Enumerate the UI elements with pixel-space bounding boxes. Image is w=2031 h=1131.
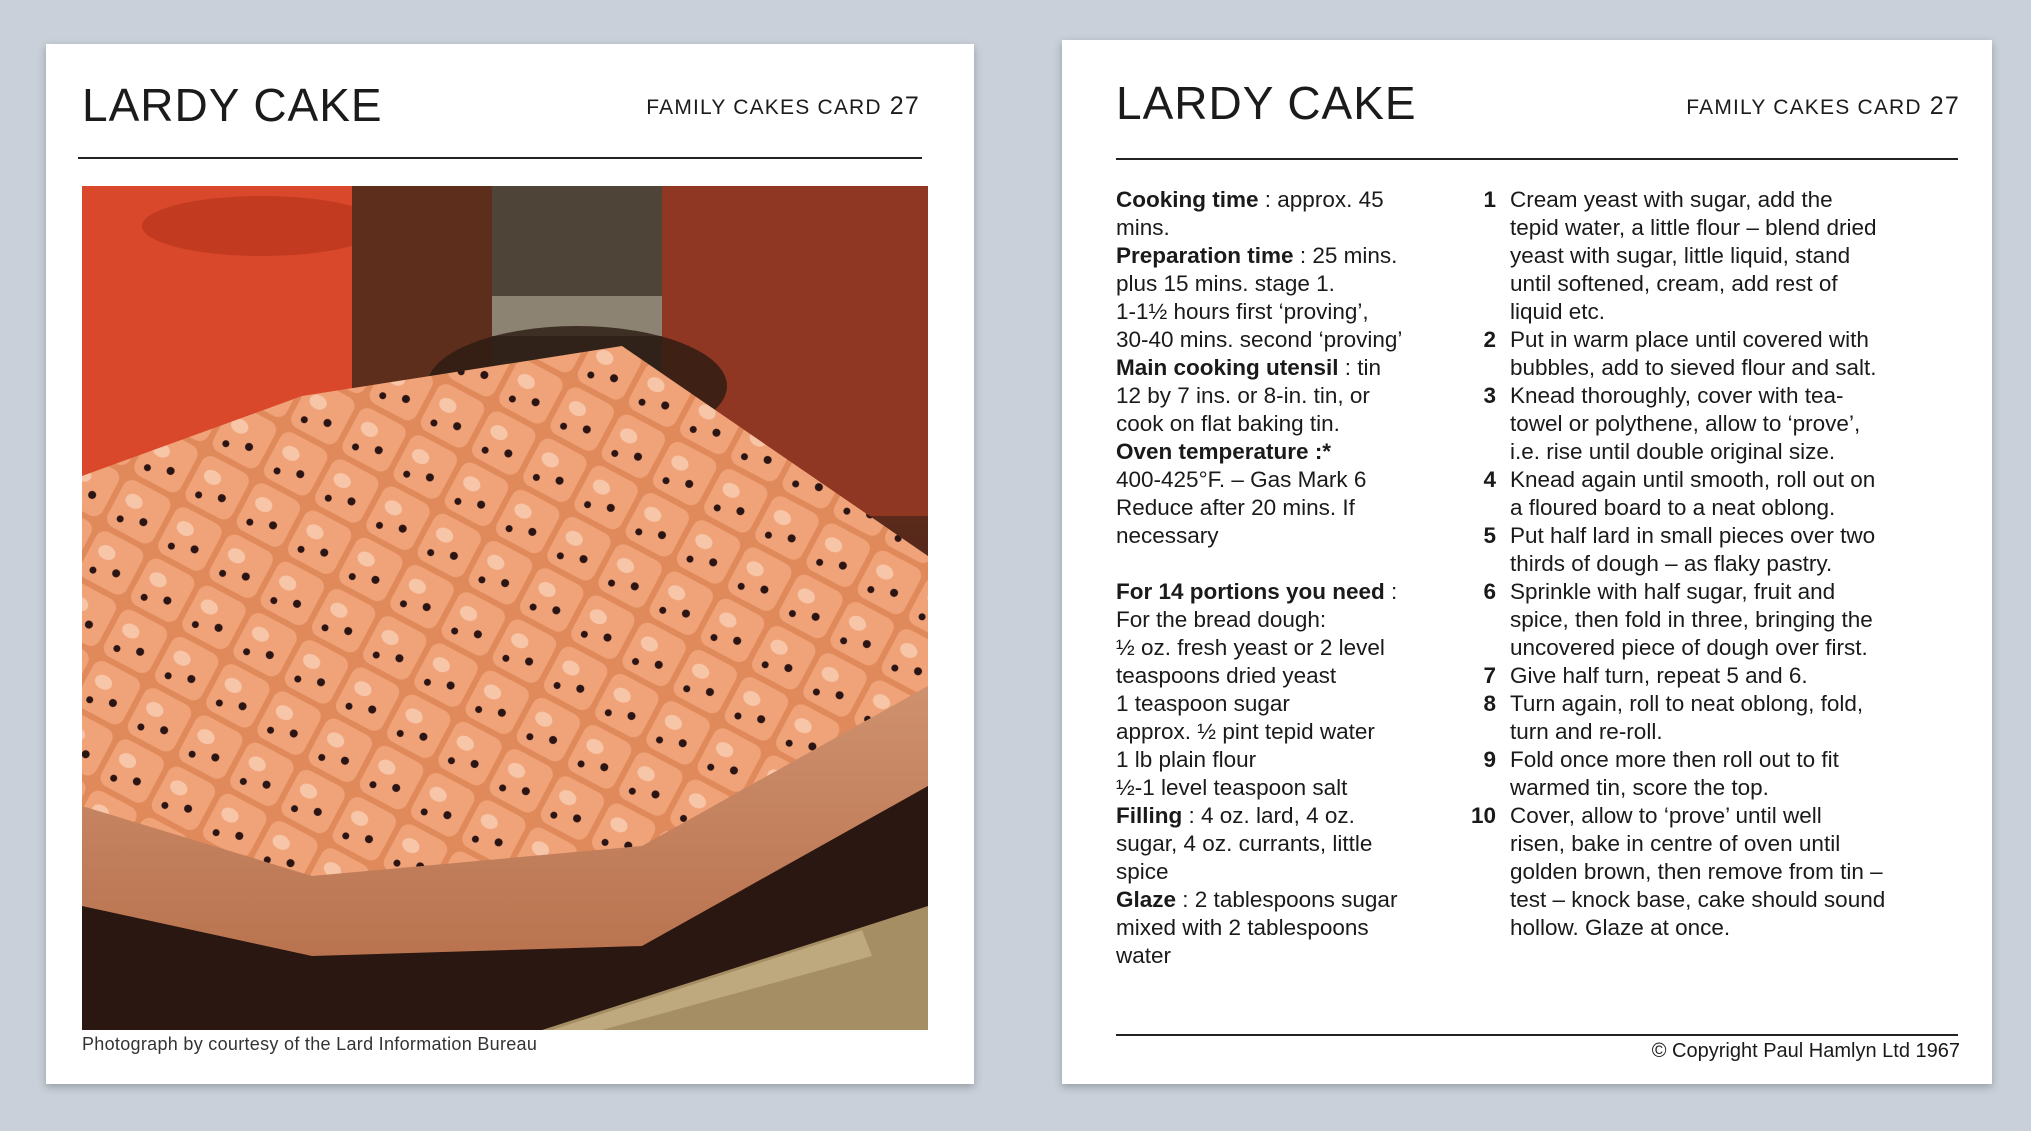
step-text: Turn again, roll to neat oblong, fold, turn and re-roll. [1510,691,1864,744]
info-line-text: 400-425°F. – Gas Mark 6 [1116,467,1367,492]
card-number: 27 [1929,92,1960,120]
ingredient-line [1116,634,1476,662]
title-divider [1116,158,1958,160]
series-name: FAMILY CAKES CARD [646,96,882,119]
ingredient-line-label: Filling [1116,803,1183,828]
info-line [1116,270,1476,298]
info-line [1116,214,1476,242]
method-step [1462,466,1962,522]
step-number: 4 [1483,467,1496,492]
info-line-text: plus 15 mins. stage 1. [1116,271,1335,296]
info-line-label: Cooking time [1116,187,1259,212]
step-number: 6 [1483,579,1496,604]
step-number: 9 [1483,747,1496,772]
info-line-text: 1-1½ hours first ‘proving’, [1116,299,1369,324]
method-step [1462,690,1962,746]
cake-photo [82,186,928,1030]
step-text: Cream yeast with sugar, add the tepid water, a little flour – blend dried yeast with sugar, little liquid, stand until softened, cream, add rest of liquid etc. [1510,187,1877,324]
info-line-text: tin [1357,355,1382,380]
recipe-card-back [1062,40,1992,1084]
ingredient-line [1116,662,1476,690]
ingredient-line [1116,774,1476,802]
info-line-text: 30-40 mins. second ‘proving’ [1116,327,1403,352]
info-line-label: Main cooking utensil [1116,355,1339,380]
ingredient-line-text: teaspoons dried yeast [1116,663,1337,688]
ingredient-line-text: spice [1116,859,1169,884]
info-line [1116,438,1476,466]
copyright-notice: © Copyright Paul Hamlyn Ltd 1967 [1651,1040,1960,1062]
info-line [1116,466,1476,494]
method-step [1462,522,1962,578]
ingredient-line-label: For 14 portions you need [1116,579,1385,604]
info-line [1116,522,1476,550]
info-line-label: Preparation time [1116,243,1294,268]
info-line [1116,326,1476,354]
step-text: Give half turn, repeat 5 and 6. [1510,663,1808,688]
step-text: Cover, allow to ‘prove’ until well risen, bake in centre of oven until golden brown, then remove from tin – test – knock base, cake should sound hollow. Glaze at once. [1510,803,1886,940]
recipe-info-column [1116,186,1476,970]
info-line-text: 25 mins. [1312,243,1398,268]
info-line-text: mins. [1116,215,1170,240]
info-line-text: Reduce after 20 mins. If [1116,495,1355,520]
info-line [1116,382,1476,410]
footer-divider [1116,1034,1958,1036]
info-line-text: 12 by 7 ins. or 8-in. tin, or [1116,383,1370,408]
series-label [1686,92,1960,121]
photo-credit: Photograph by courtesy of the Lard Information Bureau [82,1034,538,1054]
ingredient-line-text: sugar, 4 oz. currants, little [1116,831,1373,856]
ingredient-line [1116,942,1476,970]
step-number: 1 [1483,187,1496,212]
series-name: FAMILY CAKES CARD [1686,96,1922,119]
recipe-card-front [46,44,974,1084]
series-label [646,92,920,121]
step-number: 10 [1470,803,1496,828]
cooking-info [1116,186,1476,550]
ingredient-line: For 14 portions you need : [1116,579,1398,604]
method-step [1462,326,1962,382]
step-text: Put in warm place until covered with bubbles, add to sieved flour and salt. [1510,327,1877,380]
step-number: 8 [1483,691,1496,716]
info-line [1116,494,1476,522]
method-step [1462,662,1962,690]
title-divider [78,157,922,159]
step-number: 5 [1483,523,1496,548]
method-step [1462,746,1962,802]
ingredient-line [1116,914,1476,942]
card-title: LARDY CAKE [82,79,383,131]
ingredient-line: Filling : 4 oz. lard, 4 oz. [1116,803,1355,828]
method-step [1462,186,1962,326]
method-step [1462,382,1962,466]
step-text: Knead thoroughly, cover with tea- towel or polythene, allow to ‘prove’, i.e. rise until double original size. [1510,383,1861,464]
info-line-text: cook on flat baking tin. [1116,411,1340,436]
ingredient-line-text: mixed with 2 tablespoons [1116,915,1369,940]
ingredient-line-label: Glaze [1116,887,1177,912]
ingredient-line-text: 1 lb plain flour [1116,747,1257,772]
ingredient-line-text: For the bread dough: [1116,607,1327,632]
ingredient-line [1116,746,1476,774]
ingredient-line-text: 2 tablespoons sugar [1194,887,1398,912]
ingredient-line-text: ½ oz. fresh yeast or 2 level [1116,635,1385,660]
step-number: 2 [1483,327,1496,352]
step-text: Put half lard in small pieces over two thirds of dough – as flaky pastry. [1510,523,1876,576]
step-number: 3 [1483,383,1496,408]
ingredient-line-text: approx. ½ pint tepid water [1116,719,1375,744]
method-step [1462,802,1962,942]
method-step [1462,578,1962,662]
info-line: Cooking time : approx. 45 [1116,187,1384,212]
ingredient-line-text: 1 teaspoon sugar [1116,691,1290,716]
ingredient-line-text: ½-1 level teaspoon salt [1116,775,1348,800]
info-line-text: approx. 45 [1277,187,1384,212]
ingredient-line [1116,718,1476,746]
info-line [1116,298,1476,326]
card-number: 27 [889,92,920,120]
ingredient-line [1116,606,1476,634]
step-text: Knead again until smooth, roll out on a floured board to a neat oblong. [1510,467,1876,520]
info-line-text: necessary [1116,523,1219,548]
card-title: LARDY CAKE [1116,77,1417,129]
info-line [1116,410,1476,438]
ingredient-line-text: 4 oz. lard, 4 oz. [1201,803,1355,828]
info-line: Preparation time : 25 mins. [1116,243,1398,268]
step-text: Sprinkle with half sugar, fruit and spice, then fold in three, bringing the uncovered piece of dough over first. [1510,579,1873,660]
method-steps [1462,186,1962,942]
ingredient-line [1116,858,1476,886]
ingredient-line [1116,830,1476,858]
info-line: Main cooking utensil : tin [1116,355,1382,380]
ingredient-line: Glaze : 2 tablespoons sugar [1116,887,1398,912]
info-line-label: Oven temperature :* [1116,439,1332,464]
ingredients-list [1116,578,1476,970]
ingredient-line-text: water [1116,943,1172,968]
step-text: Fold once more then roll out to fit warmed tin, score the top. [1510,747,1839,800]
step-number: 7 [1483,663,1496,688]
ingredient-line [1116,690,1476,718]
